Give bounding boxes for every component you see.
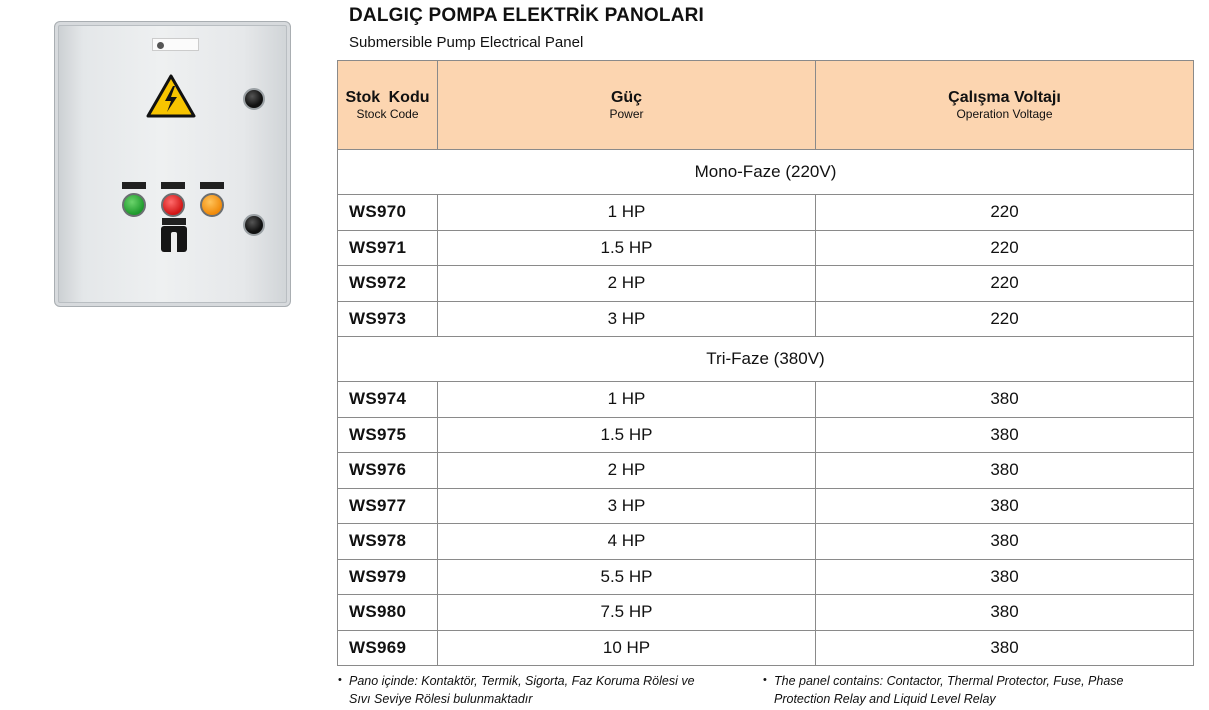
power-cell: 4 HP [438,524,816,560]
bottom-knob-icon [243,214,265,236]
lamp-label-plate [200,182,224,189]
voltage-cell: 380 [816,382,1194,418]
section-row-three-phase [338,337,1194,382]
power-cell: 7.5 HP [438,595,816,631]
lamp-label-plate [122,182,146,189]
stock-code-cell: WS972 [338,266,438,302]
table-row [338,488,1194,524]
panel-cabinet [54,21,291,307]
stock-code-cell: WS980 [338,595,438,631]
power-cell: 5.5 HP [438,559,816,595]
table-row [338,524,1194,560]
table-row [338,595,1194,631]
voltage-cell: 380 [816,453,1194,489]
power-cell: 2 HP [438,266,816,302]
bullet-icon: • [338,674,342,686]
header-label: Güç [610,89,643,106]
table-row [338,559,1194,595]
table-row [338,195,1194,231]
spec-table [337,60,1194,666]
bullet-icon: • [763,674,767,686]
voltage-cell: 220 [816,266,1194,302]
header-label: Çalışma Voltajı [948,89,1061,106]
power-cell: 1 HP [438,382,816,418]
power-cell: 2 HP [438,453,816,489]
power-cell: 3 HP [438,488,816,524]
table-row [338,382,1194,418]
voltage-cell: 380 [816,524,1194,560]
voltage-cell: 220 [816,301,1194,337]
stock-code-cell: WS969 [338,630,438,666]
header-sublabel: Operation Voltage [956,107,1053,121]
orange-lamp-icon [200,193,224,217]
voltage-cell: 220 [816,230,1194,266]
stock-code-cell: WS975 [338,417,438,453]
header-power [438,61,816,150]
lamp-label-plate [161,182,185,189]
table-row [338,301,1194,337]
header-sublabel: Stock Code [356,107,419,121]
footnote-english [763,672,1163,708]
stock-code-cell: WS973 [338,301,438,337]
stock-code-cell: WS971 [338,230,438,266]
red-lamp-icon [161,193,185,217]
power-cell: 3 HP [438,301,816,337]
stock-code-cell: WS978 [338,524,438,560]
header-voltage [816,61,1194,150]
voltage-cell: 220 [816,195,1194,231]
product-image [54,21,291,307]
top-knob-icon [243,88,265,110]
logo-icon [157,42,164,49]
stock-code-cell: WS977 [338,488,438,524]
header-stock-code [338,61,438,150]
voltage-cell: 380 [816,417,1194,453]
voltage-cell: 380 [816,630,1194,666]
power-cell: 10 HP [438,630,816,666]
selector-label-plate [162,218,186,225]
power-cell: 1.5 HP [438,230,816,266]
selector-handle-icon [171,232,177,254]
footnote-text: The panel contains: Contactor, Thermal Protector, Fuse, Phase Protection Relay and Liquid Level Relay [774,674,1124,706]
page-title: DALGIÇ POMPA ELEKTRİK PANOLARI [349,5,705,26]
header-sublabel: Power [609,107,644,121]
table-header-row [338,61,1194,150]
footnote-text: Pano içinde: Kontaktör, Termik, Sigorta, Faz Koruma Rölesi ve Sıvı Seviye Rölesi bulunmaktadır [349,674,695,706]
table-row [338,266,1194,302]
table-row [338,630,1194,666]
table-row [338,417,1194,453]
page-subtitle: Submersible Pump Electrical Panel [349,34,584,51]
voltage-cell: 380 [816,488,1194,524]
stock-code-cell: WS974 [338,382,438,418]
logo-plate [152,38,199,51]
high-voltage-warning-icon [146,74,196,118]
power-cell: 1 HP [438,195,816,231]
table-row [338,453,1194,489]
footnote-turkish [338,672,718,708]
voltage-cell: 380 [816,595,1194,631]
power-cell: 1.5 HP [438,417,816,453]
header-label: Stok Kodu [345,89,430,106]
section-row-mono-phase [338,150,1194,195]
section-label: Tri-Faze (380V) [338,337,1194,382]
section-label: Mono-Faze (220V) [338,150,1194,195]
stock-code-cell: WS979 [338,559,438,595]
table-row [338,230,1194,266]
stock-code-cell: WS970 [338,195,438,231]
green-lamp-icon [122,193,146,217]
stock-code-cell: WS976 [338,453,438,489]
voltage-cell: 380 [816,559,1194,595]
